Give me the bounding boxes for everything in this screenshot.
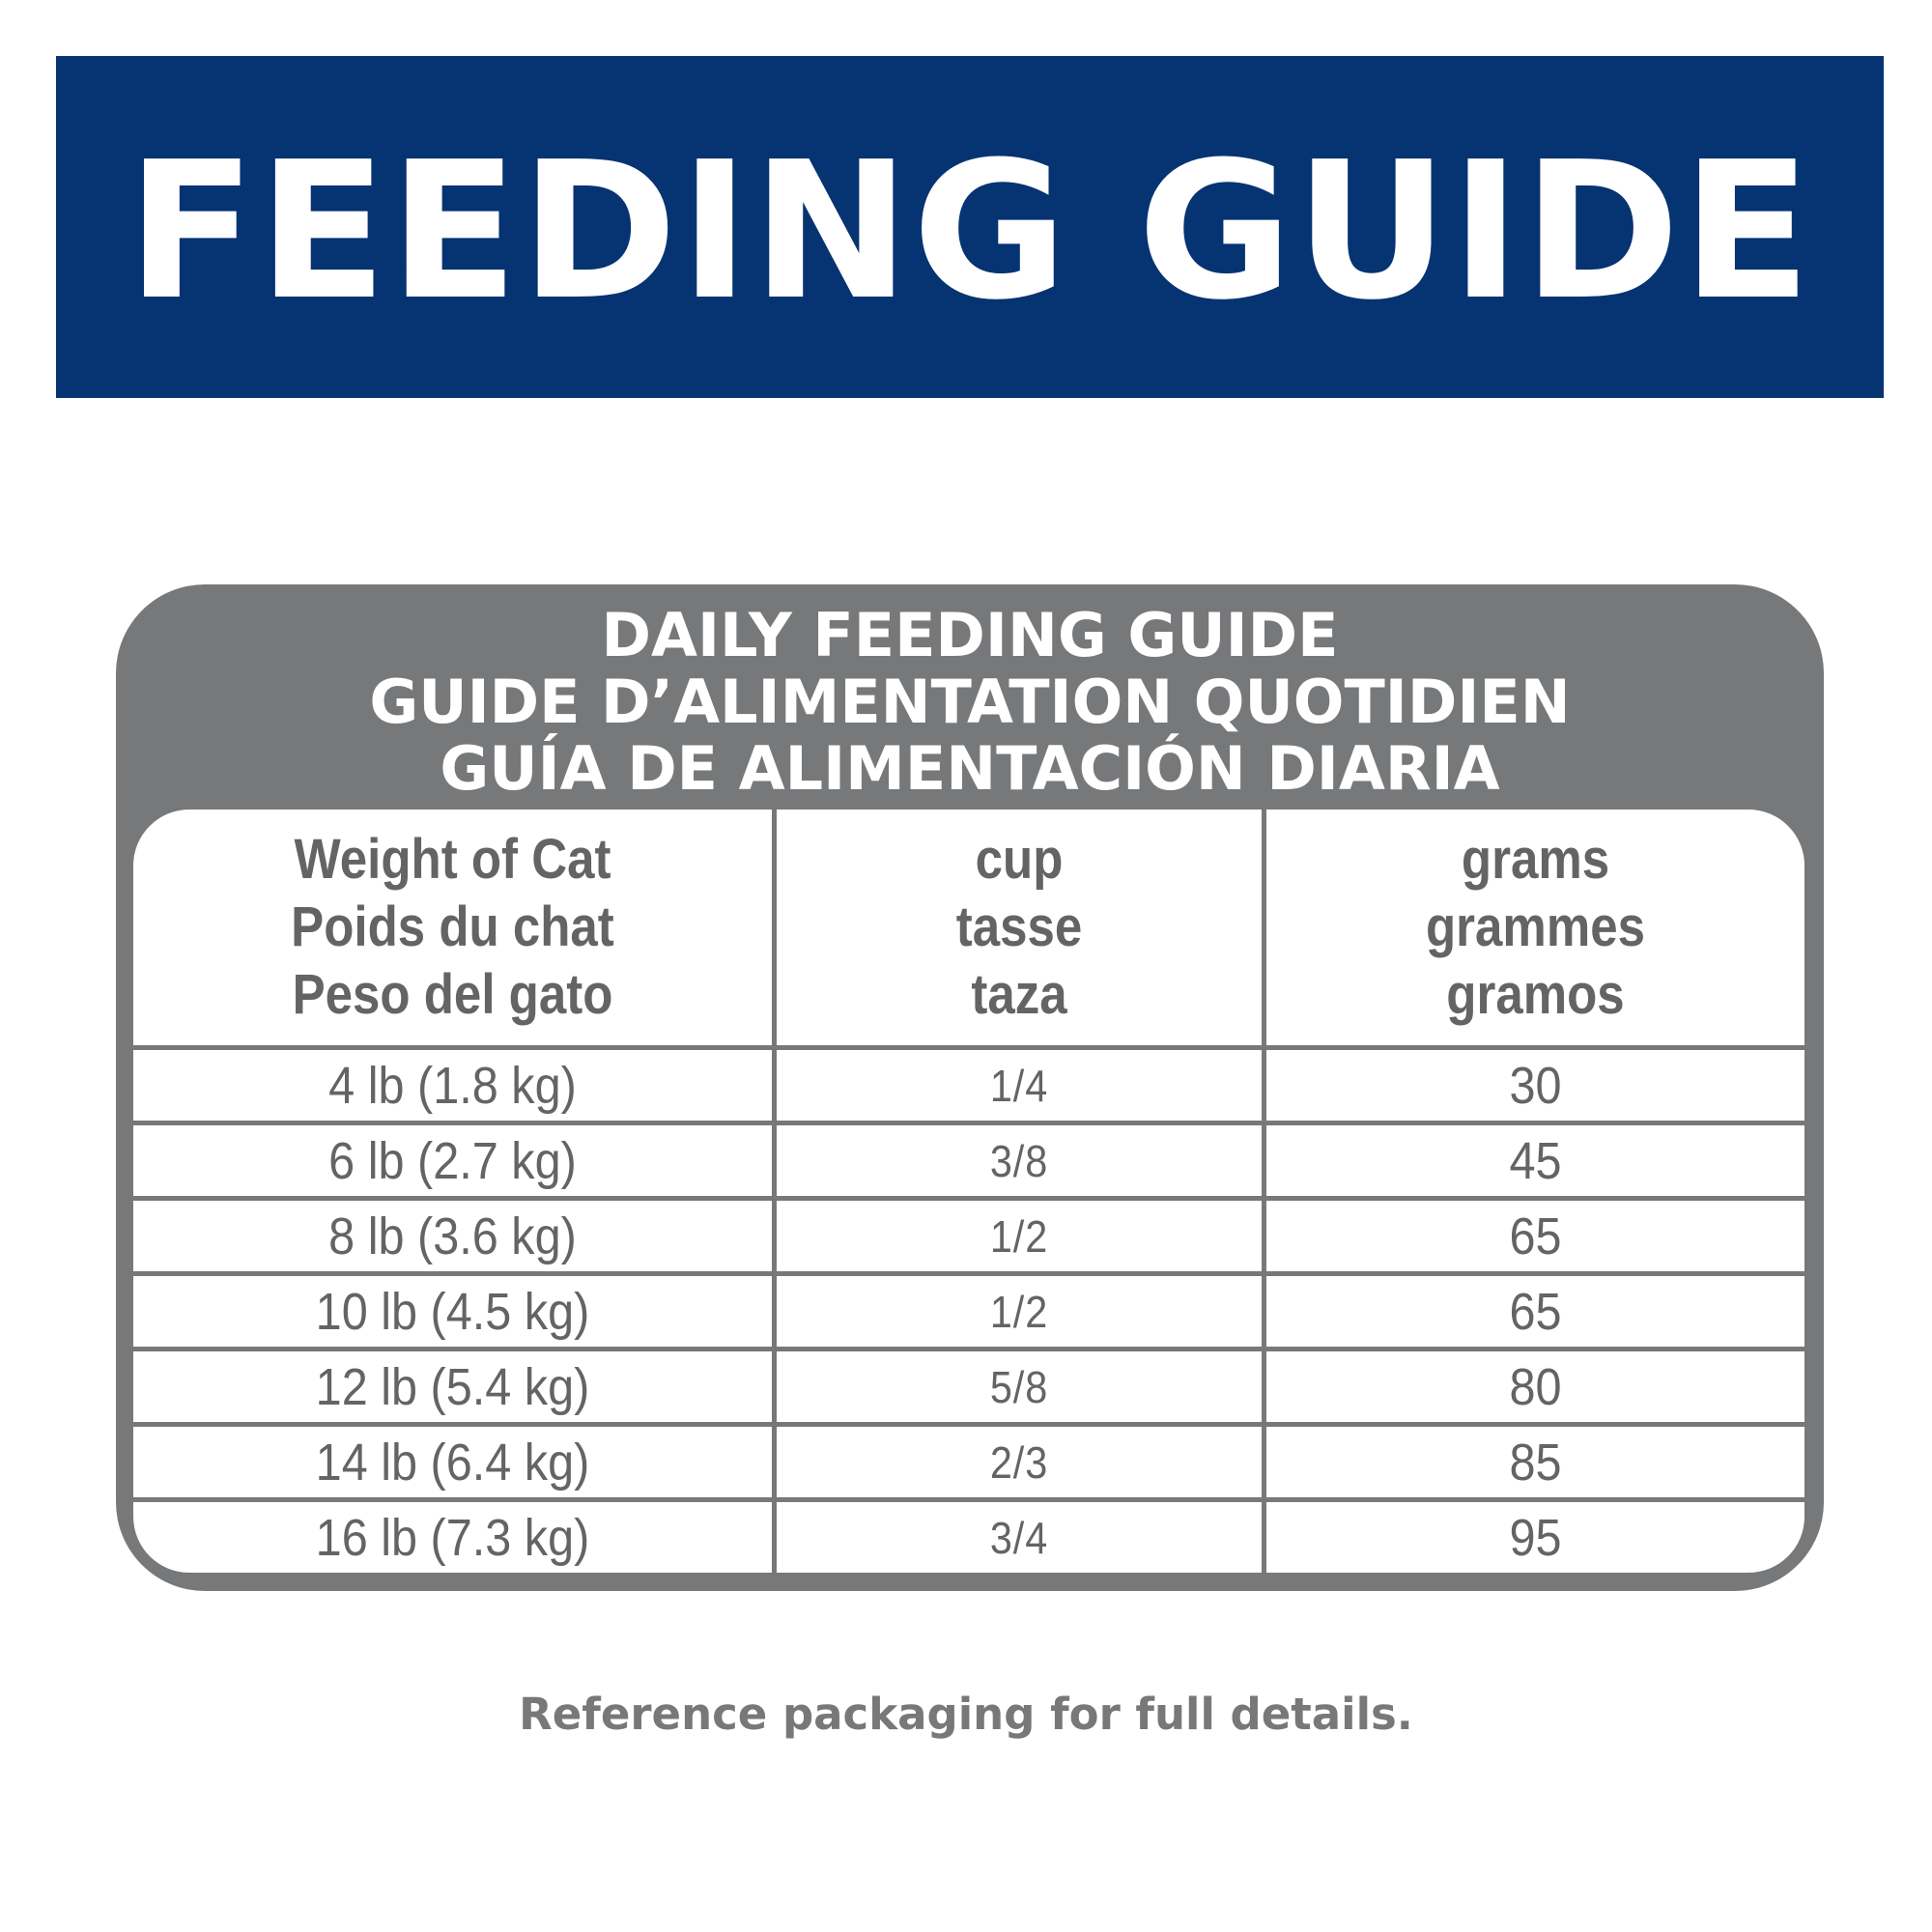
- cup-cell: 3/4: [989, 1512, 1049, 1563]
- column-header-weight: [172, 810, 734, 1045]
- grams-cell: 65: [1509, 1207, 1562, 1265]
- page-title: FEEDING GUIDE: [127, 122, 1813, 342]
- table-row: [133, 1201, 1804, 1271]
- grams-cell: 85: [1509, 1433, 1562, 1492]
- cup-cell: 1/2: [989, 1210, 1049, 1262]
- column-header-cup: [806, 810, 1233, 1045]
- weight-cell: 14 lb (6.4 kg): [315, 1433, 590, 1492]
- table-row: [133, 1276, 1804, 1347]
- column-header-line: grams: [1461, 828, 1610, 891]
- title-banner: [56, 56, 1884, 398]
- column-header-line: Weight of Cat: [294, 828, 611, 891]
- cup-cell: 1/4: [989, 1060, 1049, 1111]
- table-row: [133, 1502, 1804, 1573]
- grams-cell: 30: [1509, 1056, 1562, 1115]
- column-header-line: Peso del gato: [292, 963, 613, 1026]
- cup-cell: 2/3: [989, 1436, 1049, 1488]
- daily-feeding-guide-card: [116, 584, 1824, 1591]
- cup-cell: 1/2: [989, 1286, 1049, 1337]
- card-heading-english: DAILY FEEDING GUIDE: [601, 600, 1339, 670]
- column-header-line: cup: [975, 828, 1064, 891]
- footnote: Reference packaging for full details.: [519, 1689, 1413, 1740]
- column-header-line: tasse: [955, 895, 1083, 958]
- column-header-grams: [1298, 810, 1772, 1045]
- table-row: [133, 1427, 1804, 1497]
- column-header-line: grammes: [1426, 895, 1645, 958]
- weight-cell: 10 lb (4.5 kg): [315, 1282, 590, 1341]
- table-row: [133, 1050, 1804, 1121]
- column-header-line: taza: [971, 963, 1067, 1026]
- grams-cell: 80: [1509, 1357, 1562, 1416]
- cup-cell: 3/8: [989, 1135, 1049, 1186]
- table-row: [133, 1125, 1804, 1196]
- column-header-line: gramos: [1446, 963, 1625, 1026]
- card-heading-french: GUIDE D’ALIMENTATION QUOTIDIEN: [369, 667, 1571, 737]
- grams-cell: 65: [1509, 1282, 1562, 1341]
- weight-cell: 8 lb (3.6 kg): [328, 1207, 577, 1265]
- weight-cell: 16 lb (7.3 kg): [315, 1508, 590, 1567]
- grams-cell: 95: [1509, 1508, 1562, 1567]
- cup-cell: 5/8: [989, 1361, 1049, 1412]
- weight-cell: 4 lb (1.8 kg): [328, 1056, 577, 1115]
- feeding-table: [133, 810, 1804, 1573]
- column-header-line: Poids du chat: [291, 895, 614, 958]
- weight-cell: 6 lb (2.7 kg): [328, 1131, 577, 1190]
- weight-cell: 12 lb (5.4 kg): [315, 1357, 590, 1416]
- table-row: [133, 1351, 1804, 1422]
- card-heading-spanish: GUÍA DE ALIMENTACIÓN DIARIA: [440, 733, 1500, 804]
- card-heading: [116, 602, 1824, 802]
- grams-cell: 45: [1509, 1131, 1562, 1190]
